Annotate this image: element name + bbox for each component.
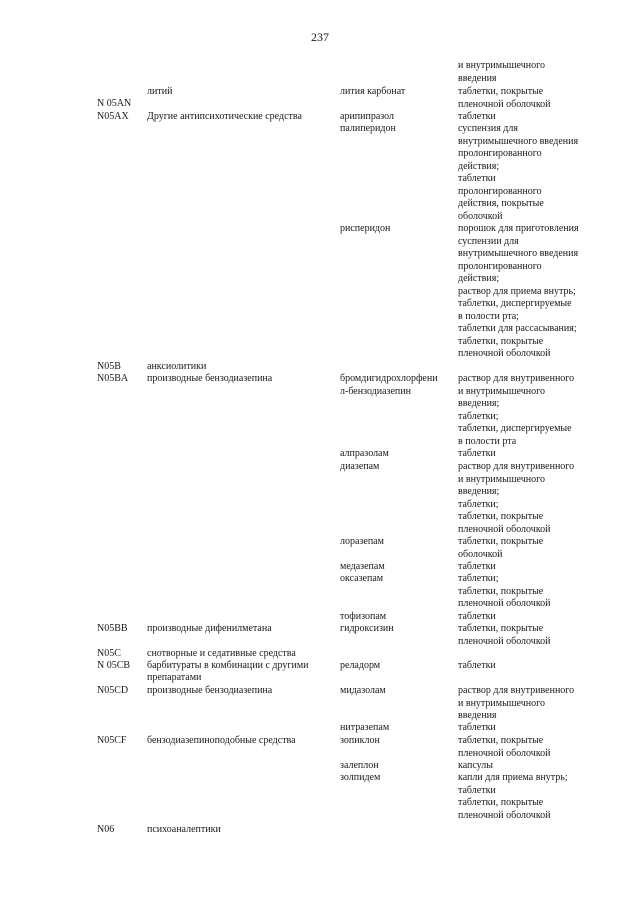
dosage-form-line: таблетки	[458, 561, 496, 572]
dosage-form-line: таблетки	[458, 722, 496, 733]
dosage-form-line: пленочной оболочкой	[458, 747, 551, 759]
drug-name: залеплон	[340, 760, 379, 771]
dosage-form-line: действия, покрытые	[458, 198, 544, 209]
dosage-forms	[458, 123, 593, 223]
dosage-form-line: таблетки, покрытые	[458, 536, 544, 547]
dosage-form-line: таблетки, диспергируемые	[458, 298, 572, 309]
dosage-form-line: пленочной оболочкой	[458, 809, 551, 821]
dosage-form-line: таблетки	[458, 611, 496, 622]
group-name: барбитураты в комбинации с другими	[147, 660, 309, 671]
group-name: анксиолитики	[147, 361, 207, 372]
drug-name: нитразепам	[340, 722, 390, 733]
drug-name: оксазепам	[340, 573, 384, 584]
group-name: препаратами	[147, 672, 202, 683]
group-name: литий	[147, 86, 173, 97]
atc-code: N05BA	[97, 373, 129, 384]
dosage-form-line: введения;	[458, 398, 500, 409]
dosage-form-line: таблетки, покрытые	[458, 797, 544, 808]
dosage-forms	[458, 111, 593, 124]
dosage-form-line: таблетки, диспергируемые	[458, 423, 572, 434]
drug-name: бромдигидрохлорфени	[340, 373, 438, 384]
group-name: Другие антипсихотические средства	[147, 111, 302, 122]
dosage-forms	[458, 223, 593, 361]
dosage-form-line: капли для приема внутрь;	[458, 772, 568, 783]
dosage-form-line: таблетки;	[458, 573, 499, 584]
dosage-form-line: раствор для внутривенного	[458, 373, 575, 384]
dosage-form-line: пленочной оболочкой	[458, 635, 551, 647]
drug-name: медазепам	[340, 561, 385, 572]
dosage-form-line: таблетки, покрытые	[458, 623, 544, 634]
dosage-form-line: капсулы	[458, 760, 493, 771]
dosage-forms	[458, 573, 593, 611]
group-name: производные бензодиазепина	[147, 685, 273, 696]
dosage-forms	[458, 86, 593, 111]
dosage-form-line: таблетки	[458, 784, 496, 796]
drug-name: золпидем	[340, 772, 381, 783]
drug-name: мидазолам	[340, 685, 386, 696]
atc-code: N05BB	[97, 623, 128, 634]
dosage-form-line: и внутримышечного	[458, 385, 545, 397]
dosage-form-line: действия;	[458, 273, 500, 284]
dosage-form-line: таблетки, покрытые	[458, 735, 544, 746]
drug-name: арипипразол	[340, 111, 395, 122]
dosage-form-line: пролонгированного	[458, 148, 542, 159]
dosage-form-line: таблетки;	[458, 498, 499, 510]
page-number: 237	[311, 30, 329, 44]
drug-name: л-бензодиазепин	[340, 386, 411, 397]
dosage-form-line: таблетки, покрытые	[458, 86, 544, 97]
drug-name: реладорм	[340, 660, 381, 671]
dosage-form-line: введения	[458, 72, 497, 84]
dosage-form-line: внутримышечного введения	[458, 248, 579, 259]
dosage-form-line: и внутримышечного	[458, 473, 545, 485]
dosage-form-line: оболочкой	[458, 210, 503, 222]
atc-code: N05CD	[97, 685, 129, 696]
dosage-form-line: введения	[458, 710, 497, 721]
dosage-forms	[458, 660, 593, 673]
dosage-form-line: таблетки, покрытые	[458, 511, 544, 522]
dosage-form-line: таблетки для рассасывания;	[458, 323, 577, 334]
dosage-form-line: раствор для внутривенного	[458, 685, 575, 696]
dosage-forms	[458, 461, 593, 536]
atc-code: N05CF	[97, 735, 127, 746]
dosage-form-line: раствор для внутривенного	[458, 461, 575, 472]
dosage-form-line: таблетки	[458, 448, 496, 459]
dosage-form-line: оболочкой	[458, 548, 503, 560]
dosage-form-line: пролонгированного	[458, 260, 542, 272]
drug-name: гидроксизин	[340, 623, 394, 634]
dosage-form-line: таблетки	[458, 111, 496, 122]
dosage-form-line: действия;	[458, 160, 500, 172]
dosage-form-line: таблетки, покрытые	[458, 585, 544, 597]
drug-name: тофизопам	[340, 611, 387, 622]
dosage-form-line: суспензия для	[458, 123, 518, 134]
atc-code: N05C	[97, 648, 121, 659]
dosage-form-line: пленочной оболочкой	[458, 523, 551, 535]
drug-name: диазепам	[340, 461, 380, 472]
dosage-forms	[458, 772, 593, 822]
group-name: производные дифенилметана	[147, 623, 272, 634]
dosage-form-line: пленочной оболочкой	[458, 348, 551, 359]
dosage-form-line: таблетки	[458, 660, 496, 671]
dosage-form-line: таблетки	[458, 173, 496, 184]
dosage-form-line: введения;	[458, 486, 500, 497]
atc-code: N06	[97, 824, 115, 835]
dosage-forms	[458, 623, 593, 648]
dosage-form-line: таблетки;	[458, 410, 499, 422]
dosage-form-line: раствор для приема внутрь;	[458, 285, 576, 297]
group-name: снотворные и седативные средства	[147, 648, 296, 659]
drug-name: алпразолам	[340, 448, 389, 459]
atc-code: N 05AN	[97, 98, 132, 109]
atc-code: N05AX	[97, 111, 129, 122]
atc-code: N 05CB	[97, 660, 131, 671]
dosage-form-line: и внутримышечного	[458, 60, 545, 71]
dosage-form-line: таблетки, покрытые	[458, 335, 544, 347]
drug-name: лития карбонат	[340, 86, 406, 97]
group-name: бензодиазепиноподобные средства	[147, 735, 296, 746]
dosage-form-line: пленочной оболочкой	[458, 598, 551, 609]
dosage-forms	[458, 373, 593, 448]
dosage-forms	[458, 611, 593, 624]
group-name: психоаналептики	[147, 824, 221, 835]
drug-name: палиперидон	[340, 123, 396, 134]
dosage-forms	[458, 685, 593, 723]
dosage-forms	[458, 561, 593, 574]
dosage-form-line: суспензии для	[458, 235, 519, 247]
dosage-form-line: и внутримышечного	[458, 697, 545, 709]
dosage-form-line: пролонгированного	[458, 185, 542, 197]
dosage-form-line: в полости рта	[458, 435, 517, 447]
drug-name: зопиклон	[340, 735, 380, 746]
group-name: производные бензодиазепина	[147, 373, 273, 384]
dosage-forms	[458, 536, 593, 561]
dosage-forms	[458, 760, 593, 773]
dosage-form-line: в полости рта;	[458, 310, 519, 322]
dosage-forms	[458, 722, 593, 735]
drug-name: рисперидон	[340, 223, 391, 234]
dosage-forms	[458, 448, 593, 461]
dosage-form-line: порошок для приготовления	[458, 223, 579, 234]
dosage-forms	[458, 60, 593, 85]
drug-name: лоразепам	[340, 536, 384, 547]
atc-code: N05B	[97, 361, 121, 372]
dosage-form-line: внутримышечного введения	[458, 135, 579, 147]
dosage-forms	[458, 735, 593, 760]
dosage-form-line: пленочной оболочкой	[458, 98, 551, 110]
